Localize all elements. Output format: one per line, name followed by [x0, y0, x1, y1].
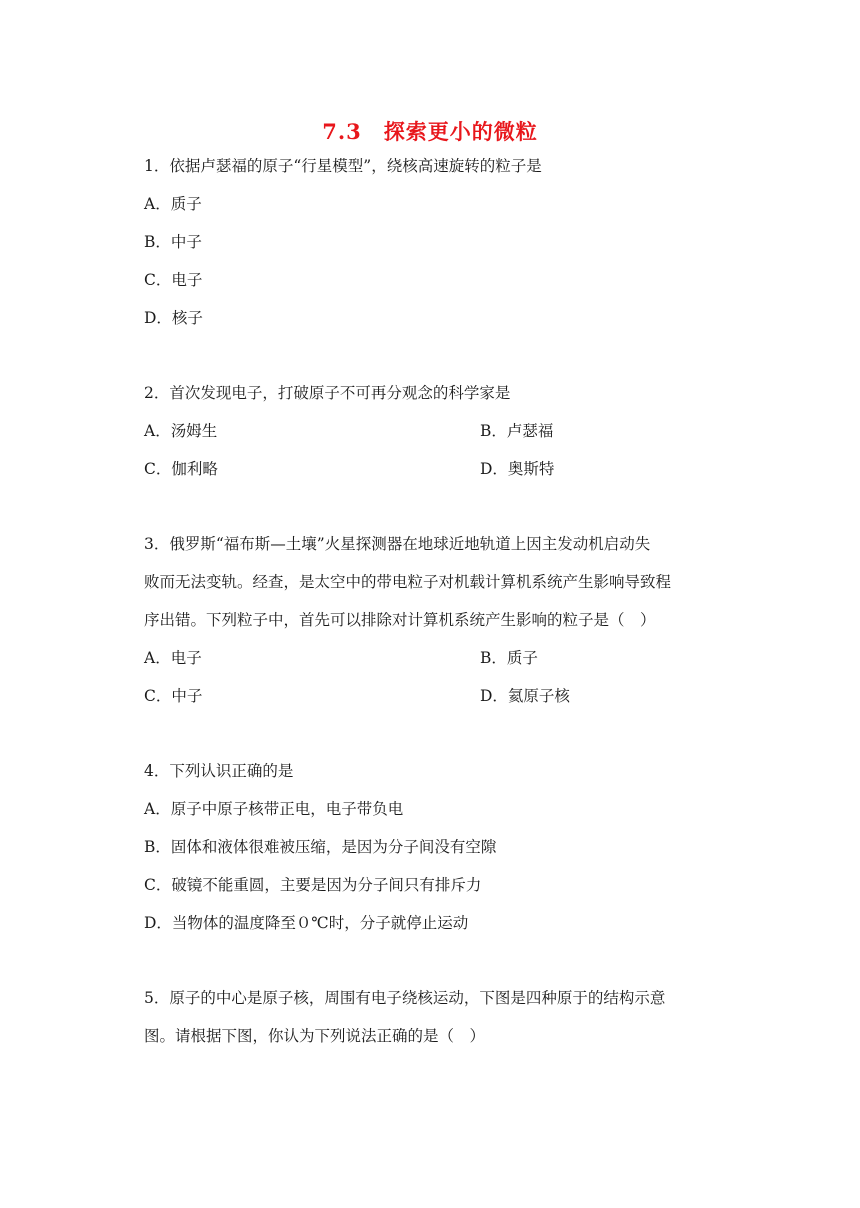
question-1-option-d: D．核子	[144, 309, 203, 327]
question-3-stem-line-3: 序出错。下列粒子中，首先可以排除对计算机系统产生影响的粒子是（ ）	[144, 611, 656, 629]
question-3-option-b: B．质子	[480, 649, 538, 667]
question-3-option-d: D．氦原子核	[480, 687, 570, 705]
question-1-stem: 1．依据卢瑟福的原子“行星模型”，绕核高速旋转的粒子是	[144, 157, 542, 175]
question-1-option-a: A．质子	[144, 195, 202, 213]
question-4-option-b: B．固体和液体很难被压缩，是因为分子间没有空隙	[144, 838, 497, 856]
question-3-option-c: C．中子	[144, 687, 203, 705]
question-2-option-b: B．卢瑟福	[480, 422, 554, 440]
question-3-stem-line-2: 败而无法变轨。经查，是太空中的带电粒子对机载计算机系统产生影响导致程	[144, 573, 672, 591]
question-2-stem: 2．首次发现电子，打破原子不可再分观念的科学家是	[144, 384, 511, 402]
question-3-stem-line-1: 3．俄罗斯“福布斯—土壤”火星探测器在地球近地轨道上因主发动机启动失	[144, 535, 651, 553]
question-2-option-c: C．伽利略	[144, 460, 218, 478]
question-1-option-b: B．中子	[144, 233, 202, 251]
question-5-stem-line-2: 图。请根据下图，你认为下列说法正确的是（ ）	[144, 1027, 486, 1045]
question-4-stem: 4．下列认识正确的是	[144, 762, 294, 780]
question-4-option-a: A．原子中原子核带正电，电子带负电	[144, 800, 404, 818]
question-2-option-a: A．汤姆生	[144, 422, 218, 440]
question-2-option-d: D．奥斯特	[480, 460, 555, 478]
question-3-option-a: A．电子	[144, 649, 202, 667]
question-4-option-c: C．破镜不能重圆，主要是因为分子间只有排斥力	[144, 876, 482, 894]
page-title: 7.3 探索更小的微粒	[322, 119, 538, 144]
question-4-option-d: D．当物体的温度降至０℃时，分子就停止运动	[144, 914, 469, 932]
question-1-option-c: C．电子	[144, 271, 203, 289]
question-5-stem-line-1: 5．原子的中心是原子核，周围有电子绕核运动，下图是四种原于的结构示意	[144, 989, 666, 1007]
